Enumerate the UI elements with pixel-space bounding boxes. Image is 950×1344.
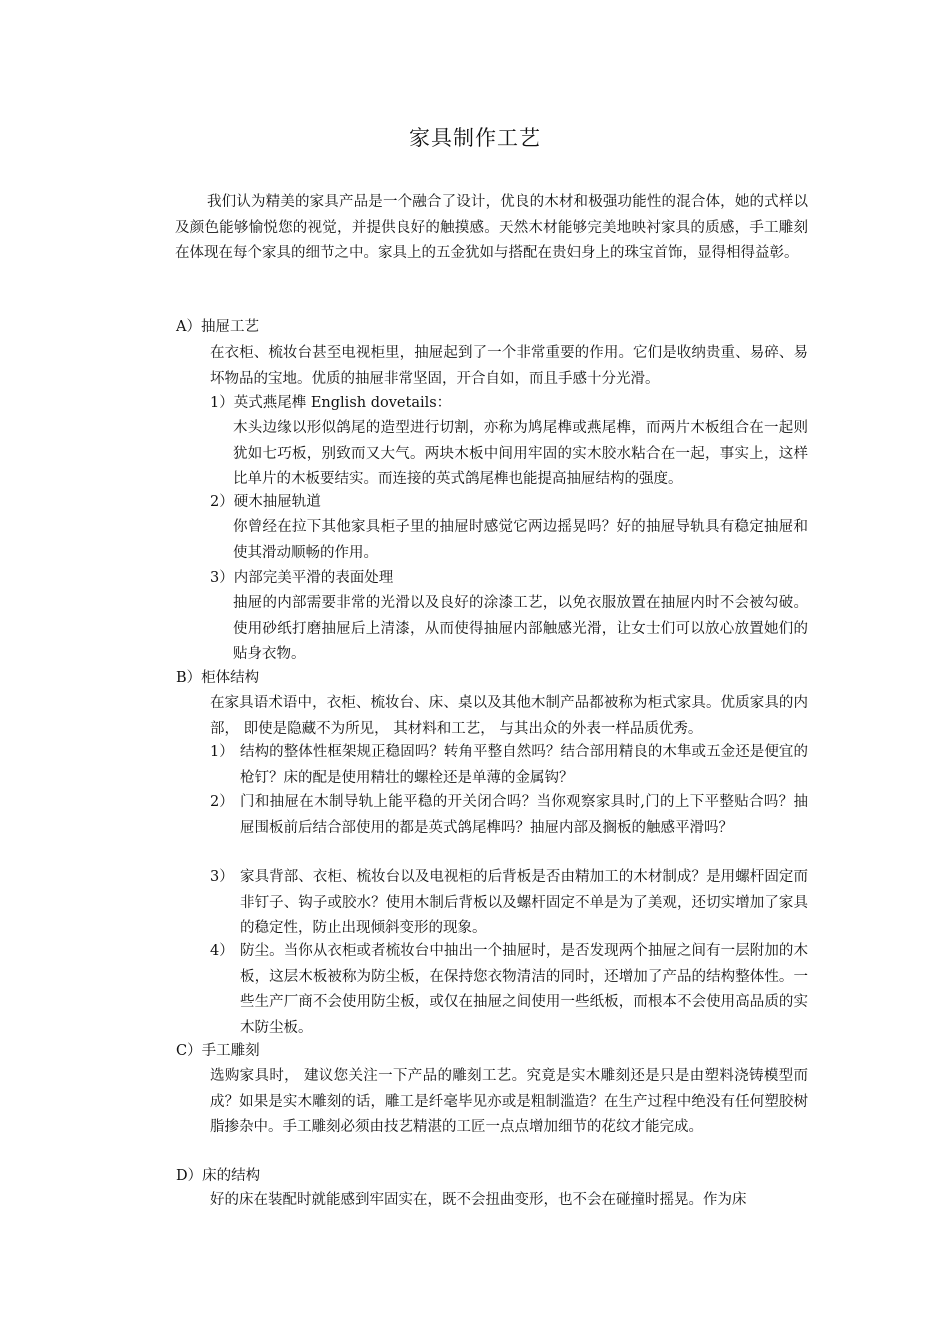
section-a-item-3-heading: 3）内部完美平滑的表面处理 [210, 570, 394, 586]
section-a-item-3-body: 抽屉的内部需要非常的光滑以及良好的涂漆工艺，以免衣服放置在抽屉内时不会被勾破。使用砂纸打磨抽屉后上清漆，从而使得抽屉内部触感光滑，让女士们可以放心放置她们的贴身衣物。 [233, 595, 808, 662]
section-b-body: 在家具语术语中，衣柜、梳妆台、床、桌以及其他木制产品都被称为柜式家具。优质家具的内部， 即使是隐藏不为所见， 其材料和工艺， 与其出众的外表一样品质优秀。 [210, 695, 808, 737]
section-b-item-3-number: 3） [210, 869, 234, 885]
section-b-item-4-number: 4） [210, 943, 234, 959]
section-d-heading: D）床的结构 [176, 1168, 261, 1184]
section-b-item-4-body: 防尘。当你从衣柜或者梳妆台中抽出一个抽屉时，是否发现两个抽屉之间有一层附加的木板，这层木板被称为防尘板，在保持您衣物清洁的同时，还增加了产品的结构整体性。一些生产厂商不会使用防尘板，或仅在抽屉之间使用一些纸板，而根本不会使用高品质的实木防尘板。 [240, 943, 808, 1036]
section-b-item-3-body: 家具背部、衣柜、梳妆台以及电视柜的后背板是否由精加工的木材制成？是用螺杆固定而非钉子、钩子或胶水？使用木制后背板以及螺杆固定不单是为了美观，还切实增加了家具的稳定性，防止出现倾斜变形的现象。 [240, 869, 808, 936]
section-a-item-2-heading: 2）硬木抽屉轨道 [210, 494, 321, 510]
section-a-heading: A）抽屉工艺 [176, 319, 259, 335]
section-b-item-1-number: 1） [210, 744, 234, 760]
section-a-item-2-body: 你曾经在拉下其他家具柜子里的抽屉时感觉它两边摇晃吗？好的抽屉导轨具有稳定抽屉和使其滑动顺畅的作用。 [233, 519, 808, 561]
section-a-body: 在衣柜、梳妆台甚至电视柜里，抽屉起到了一个非常重要的作用。它们是收纳贵重、易碎、易坏物品的宝地。优质的抽屉非常坚固，开合自如，而且手感十分光滑。 [210, 345, 808, 387]
intro-paragraph: 我们认为精美的家具产品是一个融合了设计，优良的木材和极强功能性的混合体，她的式样以及颜色能够愉悦您的视觉，并提供良好的触摸感。天然木材能够完美地映衬家具的质感，手工雕刻在体现在每个家具的细节之中。家具上的五金犹如与搭配在贵妇身上的珠宝首饰，显得相得益彰。 [175, 194, 808, 261]
section-a-item-1-body: 木头边缘以形似鸽尾的造型进行切割，亦称为鸠尾榫或燕尾榫，而两片木板组合在一起则犹如七巧板，别致而又大气。两块木板中间用牢固的实木胶水粘合在一起，事实上，这样比单片的木板要结实。而连接的英式鸽尾榫也能提高抽屉结构的强度。 [233, 420, 808, 487]
document-title: 家具制作工艺 [409, 126, 541, 150]
section-b-item-2-body: 门和抽屉在木制导轨上能平稳的开关闭合吗？当你观察家具时,门的上下平整贴合吗？抽屉围板前后结合部使用的都是英式鸽尾榫吗？抽屉内部及搁板的触感平滑吗？ [240, 794, 808, 836]
section-b-heading: B）柜体结构 [176, 670, 260, 686]
section-b-item-2-number: 2） [210, 794, 234, 810]
section-a-item-1-heading: 1）英式燕尾榫 English dovetails： [210, 395, 452, 411]
section-c-heading: C）手工雕刻 [176, 1043, 260, 1059]
section-d-body: 好的床在装配时就能感到牢固实在，既不会扭曲变形，也不会在碰撞时摇晃。作为床 [210, 1192, 747, 1208]
section-c-body: 选购家具时， 建议您关注一下产品的雕刻工艺。究竟是实木雕刻还是只是由塑料浇铸模型而成？如果是实木雕刻的话，雕工是纤毫毕见亦或是粗制滥造？在生产过程中绝没有任何塑胶树脂掺杂中。手工雕刻必须由技艺精湛的工匠一点点增加细节的花纹才能完成。 [210, 1068, 808, 1135]
section-b-item-1-body: 结构的整体性框架规正稳固吗？转角平整自然吗？结合部用精良的木隼或五金还是便宜的枪钉？床的配是使用精壮的螺栓还是单薄的金属钩？ [240, 744, 808, 786]
